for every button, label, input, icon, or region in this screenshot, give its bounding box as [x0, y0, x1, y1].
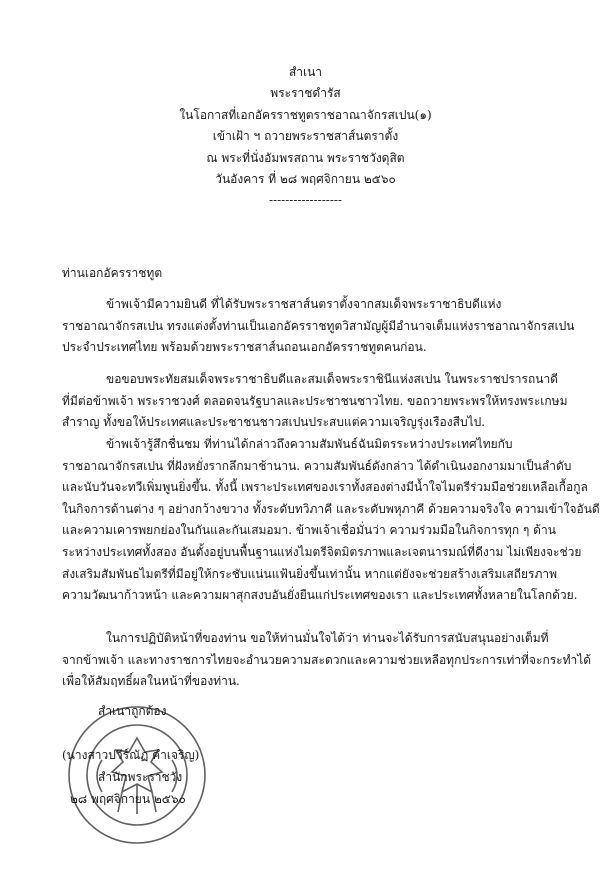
paragraph-4: [62, 628, 592, 693]
occasion-line: ในโอกาสที่เอกอัครราชทูตราชอาณาจักรสเปน(๑): [179, 107, 432, 122]
certified-label: สำเนาถูกต้อง: [98, 704, 167, 718]
paragraph-line: ที่มีต่อข้าพเจ้า พระราชวงศ์ ตลอดจนรัฐบาลและประชาชนชาวไทย. ขอถวายพระพรให้ทรงพระเกษม: [62, 393, 568, 408]
paragraph-line: ในการปฏิบัติหน้าที่ของท่าน ขอให้ท่านมั่นใจได้ว่า ท่านจะได้รับการสนับสนุนอย่างเต็มที่: [106, 631, 549, 645]
venue-line: ณ พระที่นั่งอัมพรสถาน พระราชวังดุสิต: [206, 150, 405, 165]
paragraph-line: ประจำประเทศไทย พร้อมด้วยพระราชสาส์นถอนเอกอัครราชทูตคนก่อน.: [62, 340, 427, 355]
paragraph-line: ขอขอบพระทัยสมเด็จพระราชาธิบดีและสมเด็จพระราชินีแห่งสเปน ในพระราชปรารถนาดี: [106, 372, 558, 386]
header-divider: ------------------: [269, 193, 342, 208]
paragraph-line: สำราญ ทั้งขอให้ประเทศและประชาชนชาวสเปนประสบแต่ความเจริญรุ่งเรืองสืบไป.: [62, 415, 486, 430]
paragraph-line: ข้าพเจ้ามีความยินดี ที่ได้รับพระราชสาส์นตราตั้งจากสมเด็จพระราชาธิบดีแห่ง: [106, 297, 502, 311]
paragraph-line: เพื่อให้สัมฤทธิ์ผลในหน้าที่ของท่าน.: [62, 674, 240, 689]
date-line: วันอังคาร ที่ ๒๘ พฤศจิกายน ๒๕๖๐: [215, 172, 396, 187]
audience-line: เข้าเฝ้า ฯ ถวายพระราชสาส์นตราตั้ง: [212, 129, 399, 144]
paragraph-line: ส่งเสริมสัมพันธไมตรีที่มีอยู่ให้กระชับแน่นแฟ้นยิ่งขึ้นเท่านั้น หากแต่ยังจะช่วยสร้างเสริมเสถียรภาพ: [62, 566, 558, 581]
paragraph-line: และนับวันจะทวีเพิ่มพูนยิ่งขึ้น. ทั้งนี้ เพราะประเทศของเราทั้งสองต่างมีน้ำใจไมตรีร่วมมือช่วยเหลือเกื้อกูล: [62, 480, 588, 495]
paragraph-line: ในกิจการด้านต่าง ๆ อย่างกว้างขวาง ทั้งระดับทวิภาคี และระดับพหุภาคี ด้วยความจริงใจ ความเข้าใจอันดี: [62, 501, 600, 516]
paragraph-line: ความวัฒนาก้าวหน้า และความผาสุกสงบอันยั่งยืนแก่ประเทศของเรา และประเทศทั้งหลายในโลกด้วย.: [62, 588, 578, 603]
paragraph-line: ระหว่างประเทศทั้งสอง อันตั้งอยู่บนพื้นฐานแห่งไมตรีจิตมิตรภาพและเจตนารมณ์ที่ดีงาม ไม่เพียงจะช่วย: [62, 544, 582, 559]
signature-date: ๒๘ พฤศจิกายน ๒๕๖๐: [70, 792, 186, 806]
salutation: ท่านเอกอัครราชทูต: [62, 266, 163, 280]
paragraph-line: และความเคารพยกย่องในกันและกันเสมอมา. ข้าพเจ้าเชื่อมั่นว่า ความร่วมมือในกิจการทุก ๆ ด้าน: [62, 523, 556, 538]
copy-label: สำเนา: [288, 65, 323, 79]
paragraph-line: ราชอาณาจักรสเปน ที่ฝังหยั่งรากลึกมาช้านาน. ความสัมพันธ์ดังกล่าว ได้ดำเนินงอกงามมาเป็นลำดับ: [62, 458, 572, 473]
paragraph-1: [62, 294, 575, 359]
document-title: พระราชดำรัส: [270, 86, 341, 101]
paragraph-line: จากข้าพเจ้า และทางราชการไทยจะอำนวยความสะดวกและความช่วยเหลือทุกประการเท่าที่จะกระทำได้: [62, 652, 592, 667]
document-header: [0, 62, 611, 212]
signer-office: สำนักพระราชวัง: [98, 770, 183, 784]
paragraph-3: [62, 434, 600, 607]
signer-name: (นางสาวปวีร์ณัฏ คำเจริญ): [62, 748, 200, 762]
paragraph-line: ราชอาณาจักรสเปน ทรงแต่งตั้งท่านเป็นเอกอัครราชทูตวิสามัญผู้มีอำนาจเต็มแห่งราชอาณาจักรสเปน: [62, 318, 575, 333]
paragraph-2: [62, 369, 568, 434]
signature-block: [62, 700, 282, 810]
paragraph-line: ข้าพเจ้ารู้สึกชื่นชม ที่ท่านได้กล่าวถึงความสัมพันธ์ฉันมิตรระหว่างประเทศไทยกับ: [106, 437, 513, 451]
